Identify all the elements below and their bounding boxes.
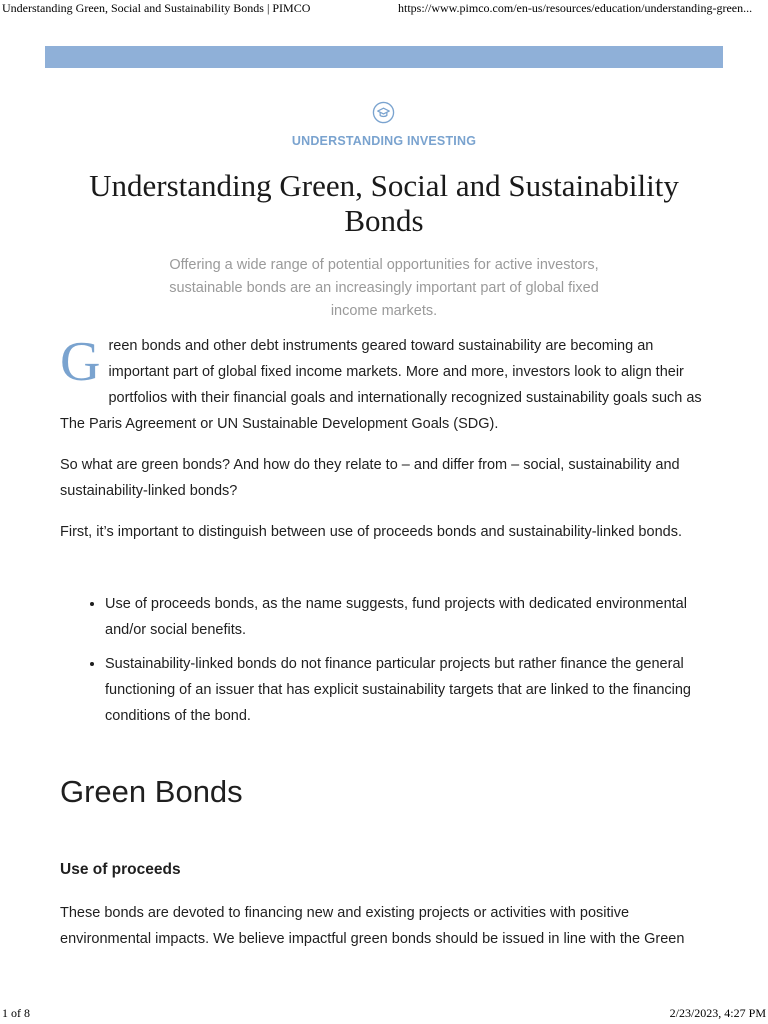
paragraph	[60, 519, 708, 545]
graduation-cap-icon	[372, 101, 395, 124]
bullet-list	[60, 591, 708, 737]
paragraph-text: These bonds are devoted to financing new and existing projects or activities with positive environmental impacts. We believe impactful green bonds should be issued in line with the Green	[60, 905, 685, 947]
category-label[interactable]: UNDERSTANDING INVESTING	[291, 134, 477, 148]
print-footer	[0, 1006, 768, 1024]
print-header-url[interactable]: https://www.pimco.com/en-us/resources/education/understanding-green...	[398, 1, 753, 15]
paragraph	[60, 900, 708, 952]
page-title: Understanding Green, Social and Sustainability Bonds	[89, 168, 679, 238]
page-number: 1 of 8	[2, 1006, 30, 1020]
hero-banner	[45, 46, 723, 68]
print-header-title: Understanding Green, Social and Sustainability Bonds | PIMCO	[2, 1, 311, 15]
drop-cap: G	[60, 331, 101, 393]
paragraph-text: First, it’s important to distinguish between use of proceeds bonds and sustainability-linked bonds.	[60, 524, 682, 540]
list-item: • Use of proceeds bonds, as the name suggests, fund projects with dedicated environmental and/or social benefits.	[105, 591, 708, 643]
article-subtitle: Offering a wide range of potential opportunities for active investors, sustainable bonds are an increasingly important part of global fixed income markets.	[169, 257, 599, 319]
intro-text: reen bonds and other debt instruments geared toward sustainability are becoming an important part of global fixed income markets. More and more, investors look to align their portfolios with their financial goals and internationally recognized sustainability goals such as The Paris Agreement or UN Sustainable Development Goals (SDG).	[60, 338, 702, 432]
paragraph-text: So what are green bonds? And how do they relate to – and differ from – social, sustainability and sustainability-linked bonds?	[60, 457, 680, 499]
list-item: • Sustainability-linked bonds do not finance particular projects but rather finance the general functioning of an issuer that has explicit sustainability targets that are linked to the financing conditions of the bond.	[105, 651, 708, 729]
print-date: 2/23/2023, 4:27 PM	[669, 1006, 766, 1020]
intro-paragraph	[60, 333, 708, 437]
section-heading: Green Bonds	[60, 774, 243, 809]
subsection-heading: Use of proceeds	[60, 861, 181, 878]
print-header	[0, 0, 768, 18]
paragraph	[60, 452, 708, 504]
